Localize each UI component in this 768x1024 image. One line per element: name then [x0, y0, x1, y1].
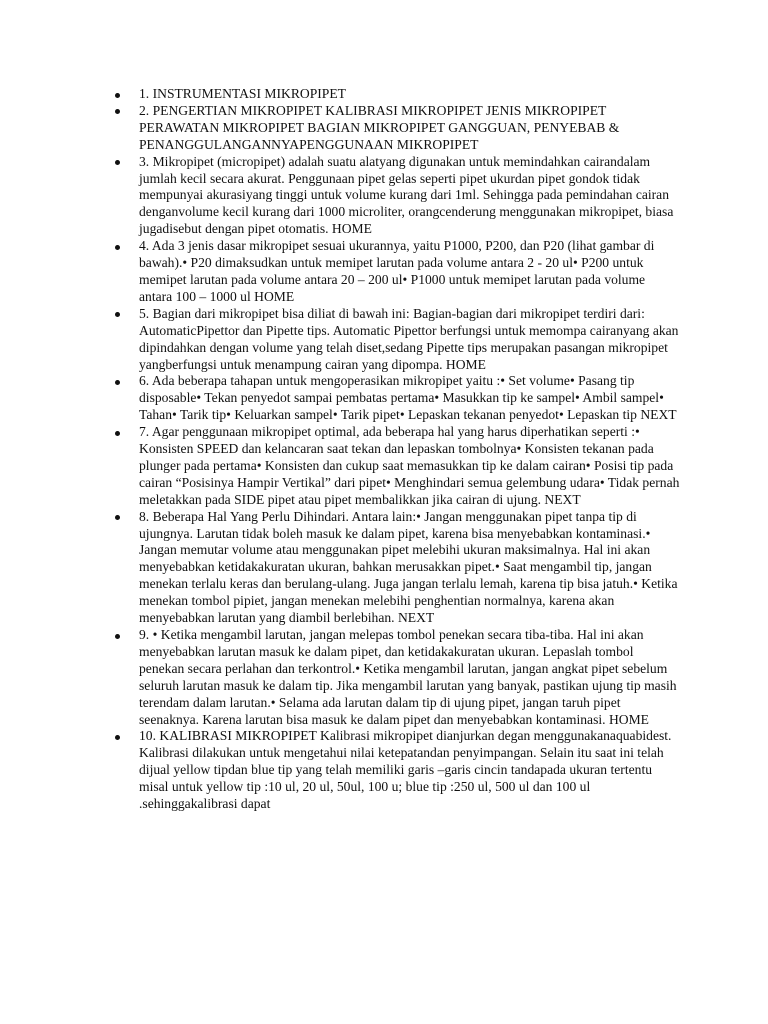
bullet-icon [115, 634, 120, 639]
list-item [112, 103, 680, 154]
list-item [112, 509, 680, 627]
list-item-text: 1. INSTRUMENTASI MIKROPIPET [139, 86, 346, 101]
list-item-text: 3. Mikropipet (micropipet) adalah suatu alatyang digunakan untuk memindahkan cairandalam jumlah kecil secara akurat. Penggunaan pipet gelas seperti pipet ukurdan pipet gondok tidak mempunyai akurasiyang tinggi untuk volume kurang dari 1ml. Sehingga pada pemindahan cairan denganvolume kecil kurang dari 1000 microliter, orangcenderung menggunakan mikropipet, biasa jugadisebut dengan pipet otomatis. HOME [139, 153, 674, 237]
list-item [112, 154, 680, 239]
list-item-text: 2. PENGERTIAN MIKROPIPET KALIBRASI MIKROPIPET JENIS MIKROPIPET PERAWATAN MIKROPIPET BAGIAN MIKROPIPET GANGGUAN, PENYEBAB & PENANGGULANGANNYAPENGGUNAAN MIKROPIPET [139, 102, 620, 152]
list-item [112, 424, 680, 509]
list-item-text: 6. Ada beberapa tahapan untuk mengoperasikan mikropipet yaitu :• Set volume• Pasang tip disposable• Tekan penyedot sampai pembatas pertama• Masukkan tip ke sampel• Ambil sampel• Tahan• Tarik tip• Keluarkan sampel• Tarik pipet• Lepaskan tekanan penyedot• Lepaskan tip NEXT [139, 373, 677, 423]
bullet-icon [115, 109, 120, 114]
list-item-text: 8. Beberapa Hal Yang Perlu Dihindari. Antara lain:• Jangan menggunakan pipet tanpa tip di ujungnya. Larutan tidak boleh masuk ke dalam pipet, karena bisa menyebabkan kontaminasi.• Jangan memutar volume atau menggunakan pipet melebihi ukuran maksimalnya. Hal ini akan menyebabkan ketidakakuratan ukuran, bahkan merusakkan pipet.• Saat mengambil tip, jangan menekan terlalu keras dan berulang-ulang. Juga jangan terlalu lemah, karena tip bisa jatuh.• Ketika menekan tombol pipiet, jangan menekan melebihi penghentian normalnya, karena akan menyebabkan larutan yang diambil berlebihan. NEXT [139, 508, 678, 626]
bullet-icon [115, 431, 120, 436]
bullet-icon [115, 160, 120, 165]
list-item [112, 373, 680, 424]
list-item [112, 306, 680, 374]
list-item-text: 10. KALIBRASI MIKROPIPET Kalibrasi mikropipet dianjurkan degan menggunakanaquabidest. Kalibrasi dilakukan untuk mengetahui nilai ketepatandan penyimpangan. Selain itu saat ini telah dijual yellow tipdan blue tip yang telah memiliki garis –garis cincin tandapada ukuran tertentu misal untuk yellow tip :10 ul, 20 ul, 50ul, 100 u; blue tip :250 ul, 500 ul dan 100 ul .sehinggakalibrasi dapat [139, 728, 672, 812]
bullet-icon [115, 735, 120, 740]
list-item-text: 5. Bagian dari mikropipet bisa diliat di bawah ini: Bagian-bagian dari mikropipet terdiri dari: AutomaticPipettor dan Pipette tips. Automatic Pipettor berfungsi untuk memompa cairanyang akan dipindahkan dengan volume yang telah diset,sedang Pipette tips merupakan pasangan mikropipet yangberfungsi untuk menampung cairan yang dipompa. HOME [139, 305, 679, 372]
bulleted-list [112, 86, 680, 813]
list-item-text: 9. • Ketika mengambil larutan, jangan melepas tombol penekan secara tiba-tiba. Hal ini akan menyebabkan larutan masuk ke dalam pipet, dan ketidakakuratan ukuran. Lepaslah tombol penekan secara perlahan dan terkontrol.• Ketika mengambil larutan, jangan angkat pipet sebelum seluruh larutan masuk ke dalam tip. Jika mengambil larutan yang banyak, pastikan ujung tip masih terendam dalam larutan.• Selama ada larutan dalam tip di ujung pipet, jangan taruh pipet seenaknya. Karena larutan bisa masuk ke dalam pipet dan menyebabkan kontaminasi. HOME [139, 627, 677, 727]
bullet-icon [115, 380, 120, 385]
list-item-text: 7. Agar penggunaan mikropipet optimal, ada beberapa hal yang harus diperhatikan seperti :• Konsisten SPEED dan kelancaran saat tekan dan lepaskan tombolnya• Konsisten tekanan pada plunger pada pertama• Konsisten dan cukup saat memasukkan tip ke dalam cairan• Posisi tip pada cairan “Posisinya Hampir Vertikal” dari pipet• Menghindari semua gelembung udara• Tidak pernah meletakkan pada SIDE pipet atau pipet membalikkan jika cairan di ujung. NEXT [139, 424, 680, 507]
bullet-icon [115, 312, 120, 317]
list-item [112, 238, 680, 306]
list-item [112, 728, 680, 813]
bullet-icon [115, 93, 120, 98]
list-item [112, 627, 680, 728]
list-item-text: 4. Ada 3 jenis dasar mikropipet sesuai ukurannya, yaitu P1000, P200, dan P20 (lihat gambar di bawah).• P20 dimaksudkan untuk memipet larutan pada volume antara 2 - 20 ul• P200 untuk memipet larutan pada volume antara 20 – 200 ul• P1000 untuk memipet larutan pada volume antara 100 – 1000 ul HOME [139, 238, 655, 304]
bullet-icon [115, 515, 120, 520]
bullet-icon [115, 245, 120, 250]
list-item [112, 86, 680, 103]
